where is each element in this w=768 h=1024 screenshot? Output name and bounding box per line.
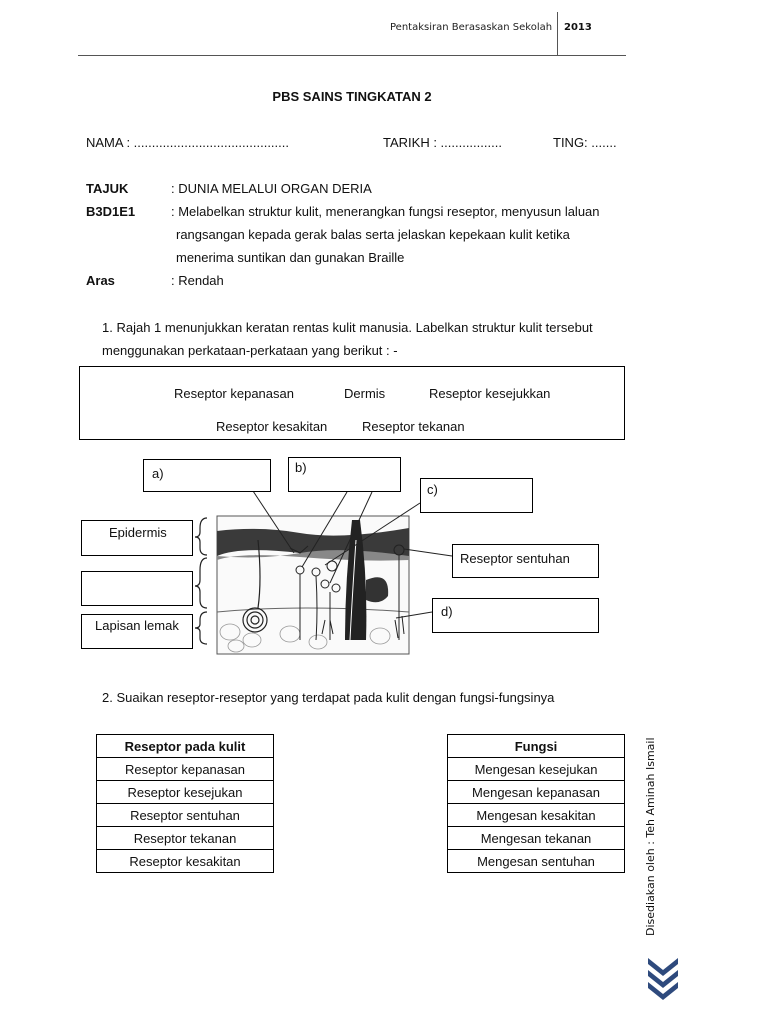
- tarikh-field: TARIKH : .................: [383, 135, 502, 150]
- receptor-item: Reseptor kepanasan: [97, 758, 274, 781]
- code-label: B3D1E1: [86, 204, 136, 219]
- receptor-table-header: Reseptor pada kulit: [97, 735, 274, 758]
- label-sentuhan: Reseptor sentuhan: [460, 551, 570, 566]
- label-box-a[interactable]: [143, 459, 271, 492]
- word-bank-item: Dermis: [344, 386, 386, 401]
- label-c: c): [427, 482, 438, 497]
- label-box-lapisan-lemak: [81, 614, 193, 649]
- receptor-item: Reseptor kesakitan: [97, 850, 274, 873]
- receptor-item: Reseptor tekanan: [97, 827, 274, 850]
- header-rule: [78, 55, 626, 56]
- function-item: Mengesan kesejukan: [448, 758, 625, 781]
- label-epidermis: Epidermis: [109, 525, 167, 540]
- function-table-header: Fungsi: [448, 735, 625, 758]
- q1-text-line-1: 1. Rajah 1 menunjukkan keratan rentas kulit manusia. Labelkan struktur kulit tersebut: [102, 320, 593, 335]
- word-bank-box: [79, 366, 625, 440]
- label-b: b): [295, 460, 307, 475]
- nama-field: NAMA : ...........................................: [86, 135, 289, 150]
- author-side-note: Disediakan oleh : Teh Aminah Ismail: [644, 737, 657, 936]
- header-year: 2013: [564, 22, 592, 33]
- label-box-sentuhan: [452, 544, 599, 578]
- receptor-item: Reseptor kesejukan: [97, 781, 274, 804]
- label-box-d[interactable]: [432, 598, 599, 633]
- aras-value: : Rendah: [171, 273, 224, 288]
- chevron-down-icon: [646, 956, 680, 1004]
- ting-field: TING: .......: [553, 135, 617, 150]
- label-d: d): [441, 604, 453, 619]
- label-box-c[interactable]: [420, 478, 533, 513]
- word-bank-item: Reseptor kesakitan: [216, 419, 328, 434]
- function-item: Mengesan kepanasan: [448, 781, 625, 804]
- code-line-1: : Melabelkan struktur kulit, menerangkan fungsi reseptor, menyusun laluan: [171, 204, 600, 219]
- page-title: PBS SAINS TINGKATAN 2: [272, 89, 432, 104]
- label-box-dermis-blank[interactable]: [81, 571, 193, 606]
- word-bank-item: Reseptor kepanasan: [174, 386, 294, 401]
- code-line-2: rangsangan kepada gerak balas serta jelaskan kepekaan kulit ketika: [176, 227, 570, 242]
- function-table: [447, 734, 625, 873]
- word-bank-item: Reseptor kesejukkan: [429, 386, 551, 401]
- function-item: Mengesan kesakitan: [448, 804, 625, 827]
- receptor-item: Reseptor sentuhan: [97, 804, 274, 827]
- function-item: Mengesan sentuhan: [448, 850, 625, 873]
- tajuk-label: TAJUK: [86, 181, 129, 196]
- q2-text: 2. Suaikan reseptor-reseptor yang terdapat pada kulit dengan fungsi-fungsinya: [102, 690, 555, 705]
- header-divider-vertical: [557, 12, 558, 56]
- label-a: a): [152, 466, 164, 481]
- aras-label: Aras: [86, 273, 115, 288]
- tajuk-value: : DUNIA MELALUI ORGAN DERIA: [171, 181, 372, 196]
- receptor-table: [96, 734, 274, 873]
- label-lapisan-lemak: Lapisan lemak: [95, 618, 179, 633]
- label-box-epidermis: [81, 520, 193, 556]
- header-school-text: Pentaksiran Berasaskan Sekolah: [390, 22, 553, 33]
- code-line-3: menerima suntikan dan gunakan Braille: [176, 250, 405, 265]
- function-item: Mengesan tekanan: [448, 827, 625, 850]
- label-box-b[interactable]: [288, 457, 401, 492]
- q1-text-line-2: menggunakan perkataan-perkataan yang berikut : -: [102, 343, 398, 358]
- word-bank-item: Reseptor tekanan: [362, 419, 465, 434]
